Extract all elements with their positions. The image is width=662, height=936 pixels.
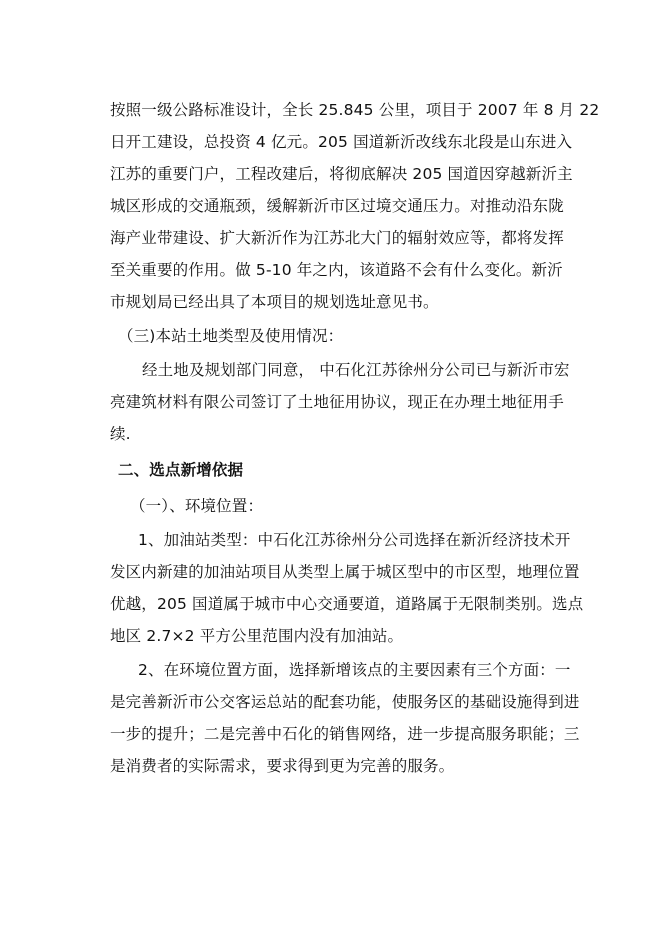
section-subheading: （一）、环境位置： xyxy=(130,497,264,515)
paragraph-line: 续. xyxy=(110,425,131,443)
paragraph-line: 地区 2.7×2 平方公里范围内没有加油站。 xyxy=(110,627,404,645)
paragraph-line: 2、在环境位置方面，选择新增该点的主要因素有三个方面：一 xyxy=(138,661,571,679)
section-heading: 二、选点新增依据 xyxy=(118,461,244,479)
paragraph-line: 是完善新沂市公交客运总站的配套功能，使服务区的基础设施得到进 xyxy=(110,693,580,711)
paragraph-line: 江苏的重要门户，工程改建后，将彻底解决 205 国道因穿越新沂主 xyxy=(110,165,573,183)
paragraph-line: 海产业带建设、扩大新沂作为江苏北大门的辐射效应等，都将发挥 xyxy=(110,229,564,247)
paragraph-line: 城区形成的交通瓶颈，缓解新沂市区过境交通压力。对推动沿东陇 xyxy=(110,197,564,215)
paragraph-line: 日开工建设，总投资 4 亿元。205 国道新沂改线东北段是山东进入 xyxy=(110,133,573,151)
paragraph-line: 优越，205 国道属于城市中心交通要道，道路属于无限制类别。选点 xyxy=(110,595,584,613)
paragraph-line: 发区内新建的加油站项目从类型上属于城区型中的市区型，地理位置 xyxy=(110,563,580,581)
paragraph-line: 1、加油站类型：中石化江苏徐州分公司选择在新沂经济技术开 xyxy=(138,531,571,549)
paragraph-line: 经土地及规划部门同意， 中石化江苏徐州分公司已与新沂市宏 xyxy=(142,361,570,379)
paragraph-line: 至关重要的作用。做 5-10 年之内，该道路不会有什么变化。新沂 xyxy=(110,261,563,279)
paragraph-line: 市规划局已经出具了本项目的规划选址意见书。 xyxy=(110,293,439,311)
section-subheading: （三)本站土地类型及使用情况： xyxy=(118,327,344,345)
paragraph-line: 亮建筑材料有限公司签订了土地征用协议，现正在办理土地征用手 xyxy=(110,393,564,411)
paragraph-line: 一步的提升；二是完善中石化的销售网络，进一步提高服务职能；三 xyxy=(110,725,580,743)
paragraph-line: 按照一级公路标准设计，全长 25.845 公里，项目于 2007 年 8 月 22 xyxy=(110,101,600,119)
paragraph-line: 是消费者的实际需求，要求得到更为完善的服务。 xyxy=(110,757,455,775)
